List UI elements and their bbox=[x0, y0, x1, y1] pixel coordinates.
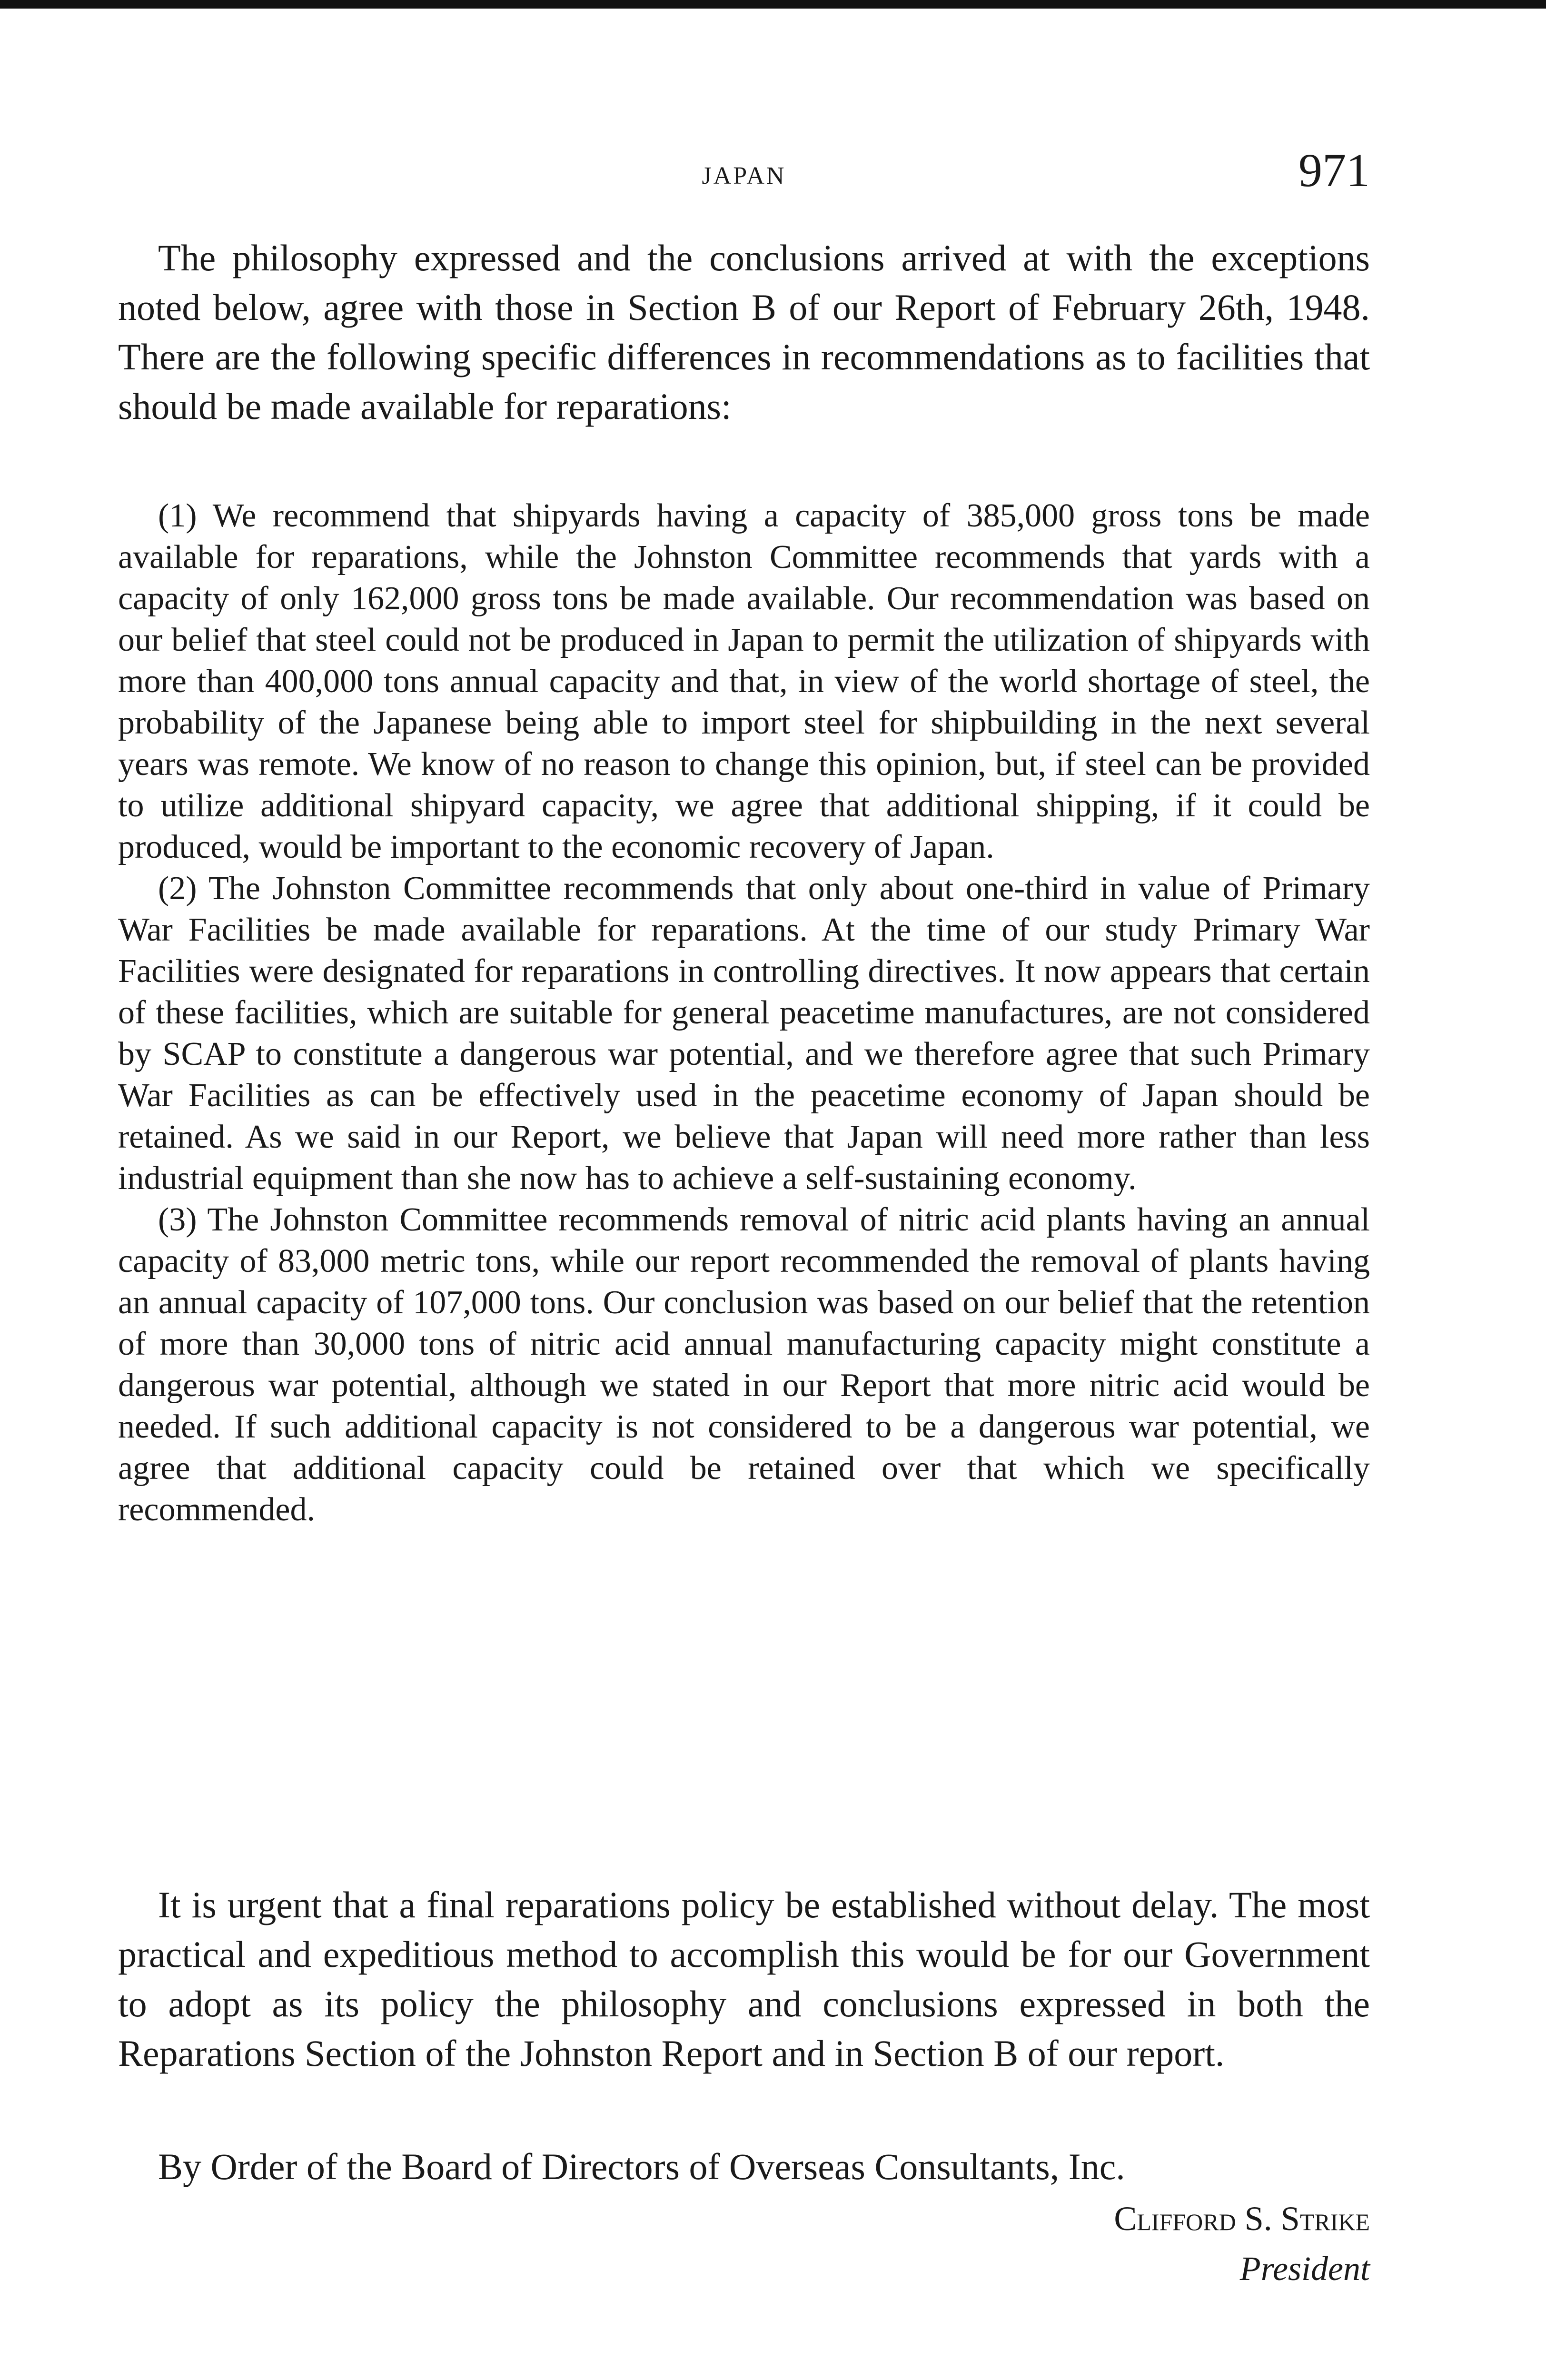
closing-paragraph: It is urgent that a final reparations policy be established without delay. The most practical and expeditious method to accomplish this would be for our Government to adopt as its policy the philosophy and conclusions expressed in both the Reparations Section of the Johnston Report and in Section B of our report. bbox=[118, 1884, 1370, 2074]
signature-title: President bbox=[1239, 2250, 1370, 2288]
order-line: By Order of the Board of Directors of Overseas Consultants, Inc. bbox=[158, 2146, 1125, 2187]
intro-paragraph: The philosophy expressed and the conclusions arrived at with the exceptions noted below, agree with those in Section B of our Report of February 26th, 1948. There are the following specific differences in recommendations as to facilities that should be made available for reparations: bbox=[118, 237, 1370, 427]
running-title: JAPAN bbox=[702, 162, 786, 189]
recommendation-item-1: (1) We recommend that shipyards having a capacity of 385,000 gross tons be made available for reparations, while the Johnston Committee recommends that yards with a capacity of only 162,000 gross tons be made available. Our recommendation was based on our belief that steel could not be produced in Japan to permit the utilization of shipyards with more than 400,000 tons annual capacity and that, in view of the world shortage of steel, the probability of the Japanese being able to import steel for shipbuilding in the next several years was remote. We know of no reason to change this opinion, but, if steel can be provided to utilize additional shipyard capacity, we agree that additional shipping, if it could be produced, would be important to the economic recovery of Japan. bbox=[118, 497, 1370, 865]
recommendation-item-3: (3) The Johnston Committee recommends removal of nitric acid plants having an annual capacity of 83,000 metric tons, while our report recommended the removal of plants having an annual capacity of 107,000 tons. Our conclusion was based on our belief that the retention of more than 30,000 tons of nitric acid annual manufacturing capacity might constitute a dangerous war potential, although we stated in our Report that more nitric acid would be needed. If such additional capacity is not considered to be a dangerous war potential, we agree that additional capacity could be retained over that which we specifically recommended. bbox=[118, 1201, 1370, 1528]
signature-name: Clifford S. Strike bbox=[1114, 2200, 1370, 2238]
top-border-rule bbox=[0, 0, 1546, 9]
page-number: 971 bbox=[1298, 144, 1370, 197]
running-header bbox=[118, 143, 1370, 195]
recommendation-list bbox=[118, 495, 1370, 1530]
recommendation-item-2: (2) The Johnston Committee recommends that only about one-third in value of Primary War Facilities be made available for reparations. At the time of our study Primary War Facilities were designated for reparations in controlling directives. It now appears that certain of these facilities, which are suitable for general peacetime manufactures, are not considered by SCAP to constitute a dangerous war potential, and we therefore agree that such Primary War Facilities as can be effectively used in the peacetime economy of Japan should be retained. As we said in our Report, we believe that Japan will need more rather than less industrial equipment than she now has to achieve a self-sustaining economy. bbox=[118, 870, 1370, 1197]
